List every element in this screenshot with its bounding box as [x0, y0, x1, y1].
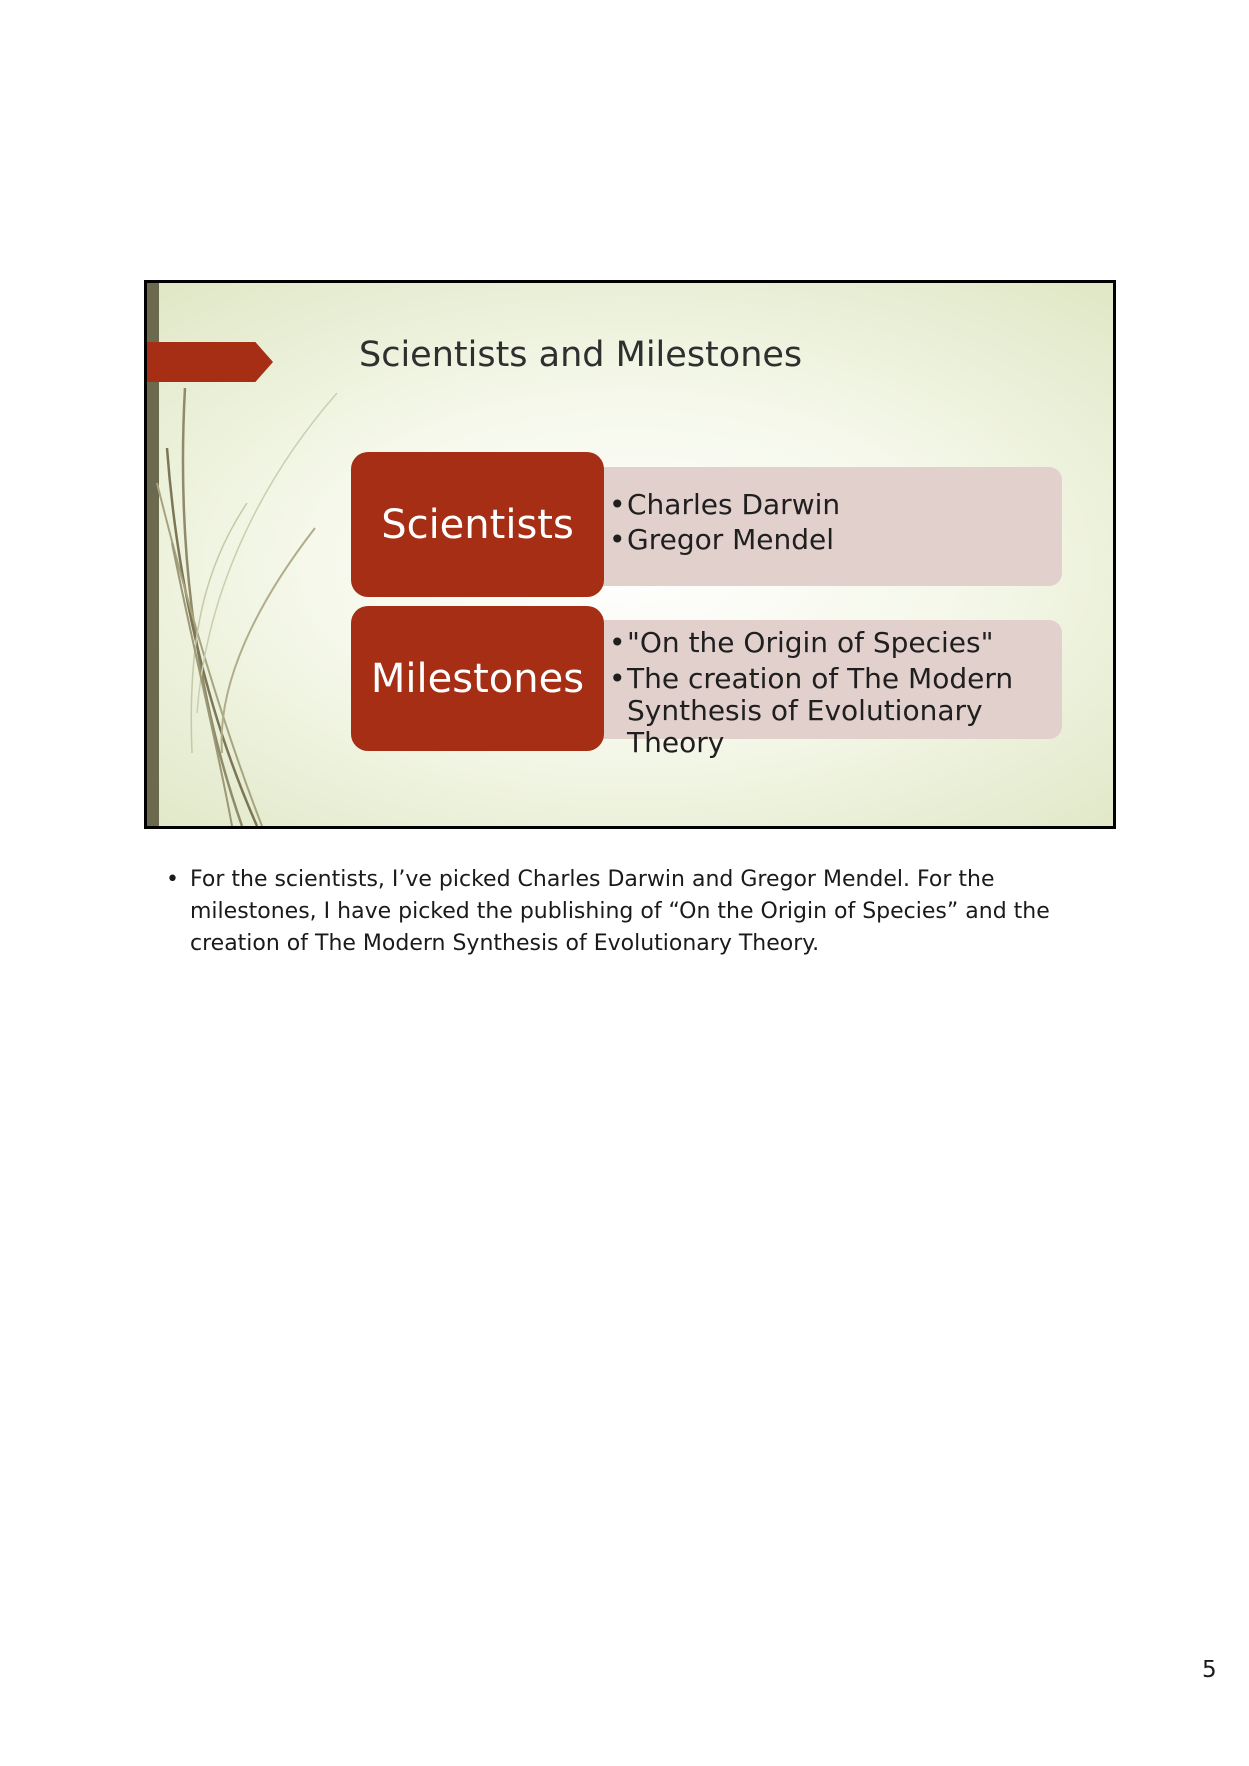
notes-bullet: • For the scientists, I’ve picked Charles Darwin and Gregor Mendel. For the milestones, I have picked the publishing of “On the Origin of Species” and the creation of The Modern Synthesis of Evolutionary Theory.	[166, 864, 1066, 960]
scientists-label-box	[351, 452, 604, 597]
scientists-label: Scientists	[381, 501, 574, 548]
page-number: 5	[1202, 1657, 1217, 1683]
milestones-label: Milestones	[370, 655, 585, 702]
milestones-list	[609, 627, 1054, 759]
slide	[144, 280, 1116, 829]
list-item: • Charles Darwin	[609, 487, 1049, 522]
milestones-label-box	[351, 606, 604, 751]
list-item: • "On the Origin of Species"	[609, 627, 1054, 659]
speaker-notes	[166, 864, 1066, 960]
title-arrow-accent	[147, 342, 273, 382]
scientists-list	[609, 487, 1049, 557]
slide-title: Scientists and Milestones	[359, 335, 803, 375]
list-item: • The creation of The Modern Synthesis of Evolutionary Theory	[609, 663, 1054, 759]
list-item: • Gregor Mendel	[609, 522, 1049, 557]
